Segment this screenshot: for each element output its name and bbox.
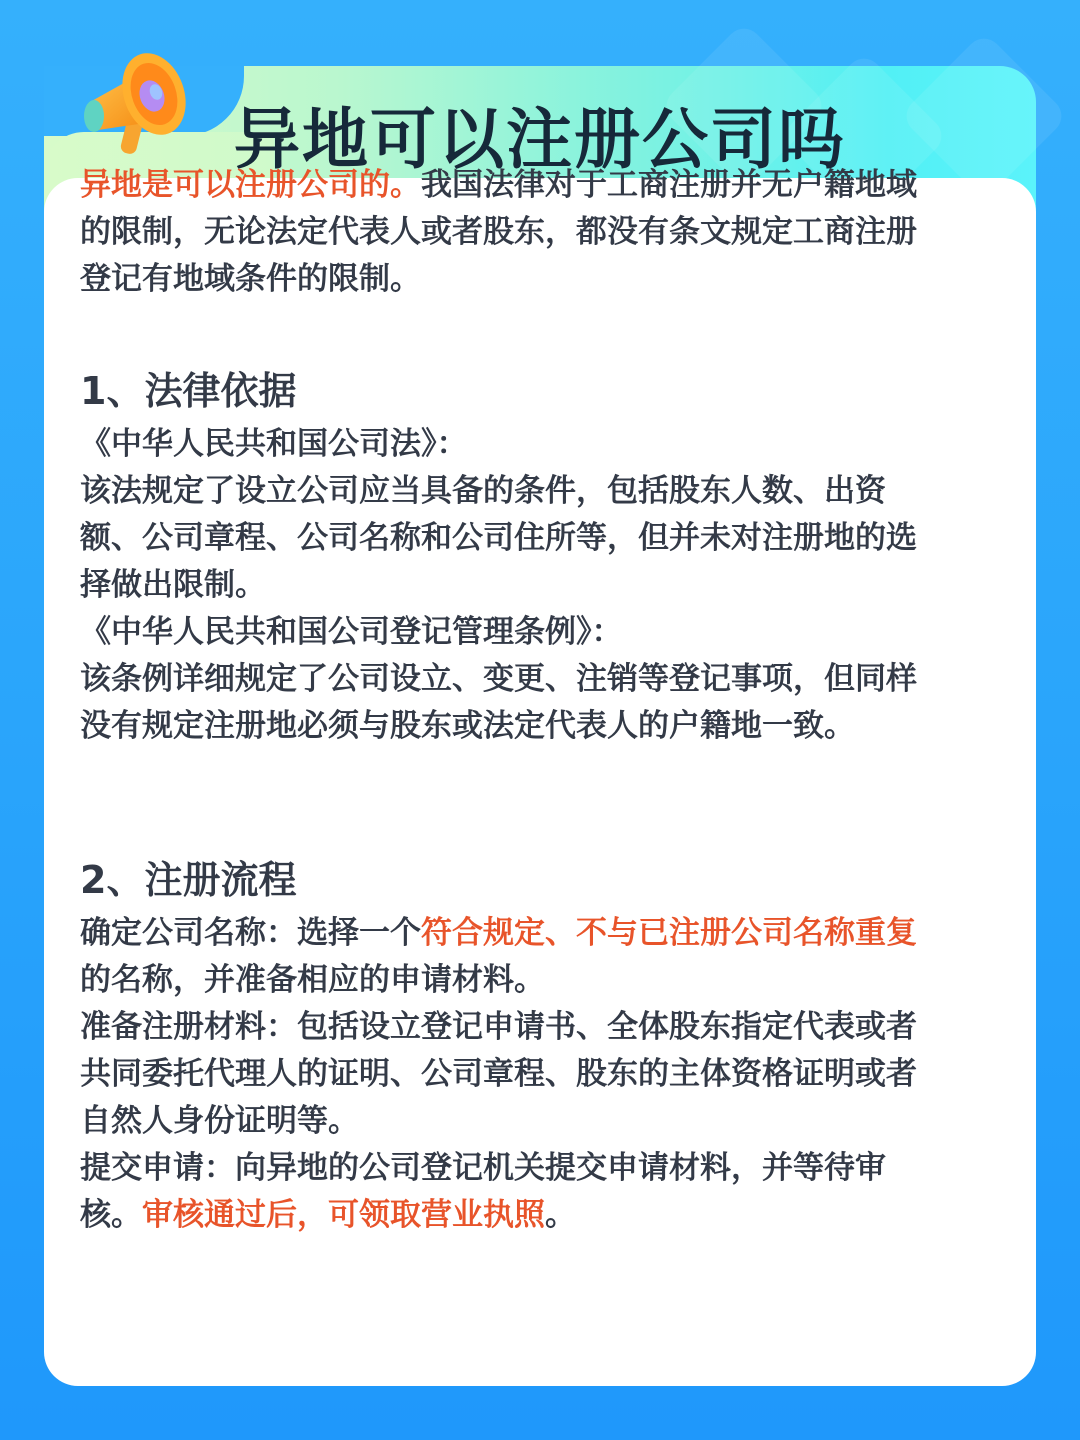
section-heading-legal-basis: 1、法律依据 xyxy=(80,369,297,413)
step-highlight: 符合规定、不与已注册公司名称重复 xyxy=(421,915,917,951)
law-description: 该法规定了设立公司应当具备的条件，包括股东人数、出资额、公司章程、公司名称和公司住所等，但并未对注册地的选择做出限制。 xyxy=(80,473,917,603)
step-text: 准备注册材料：包括设立登记申请书、全体股东指定代表或者共同委托代理人的证明、公司章程、股东的主体资格证明或者自然人身份证明等。 xyxy=(80,1009,917,1139)
law-title: 《中华人民共和国公司法》： xyxy=(80,426,468,462)
intro-text: 我国法律对于工商注册并无户籍地域的限制，无论法定代表人或者股东，都没有条文规定工商注册登记有地域条件的限制。 xyxy=(80,167,917,297)
process-step xyxy=(80,1004,920,1145)
decoration xyxy=(899,31,1069,201)
law-description: 该条例详细规定了公司设立、变更、注销等登记事项，但同样没有规定注册地必须与股东或法定代表人的户籍地一致。 xyxy=(80,661,917,744)
intro-paragraph xyxy=(80,162,920,303)
law-title: 《中华人民共和国公司登记管理条例》： xyxy=(80,614,623,650)
step-text: 确定公司名称：选择一个 xyxy=(80,915,421,951)
intro-highlight: 异地是可以注册公司的。 xyxy=(80,167,421,203)
step-text: 提交申请：向异地的公司登记机关提交申请材料，并等待审核。 xyxy=(80,1150,886,1233)
step-highlight: 审核通过后，可领取营业执照 xyxy=(142,1197,545,1233)
step-text: 的名称，并准备相应的申请材料。 xyxy=(80,962,545,998)
section-heading-registration-process: 2、注册流程 xyxy=(80,858,297,902)
process-step xyxy=(80,1145,920,1239)
process-step xyxy=(80,910,920,1004)
megaphone-icon xyxy=(80,44,200,164)
page-title: 异地可以注册公司吗 xyxy=(234,101,846,178)
step-text: 。 xyxy=(545,1197,576,1233)
article-body xyxy=(80,162,920,1239)
